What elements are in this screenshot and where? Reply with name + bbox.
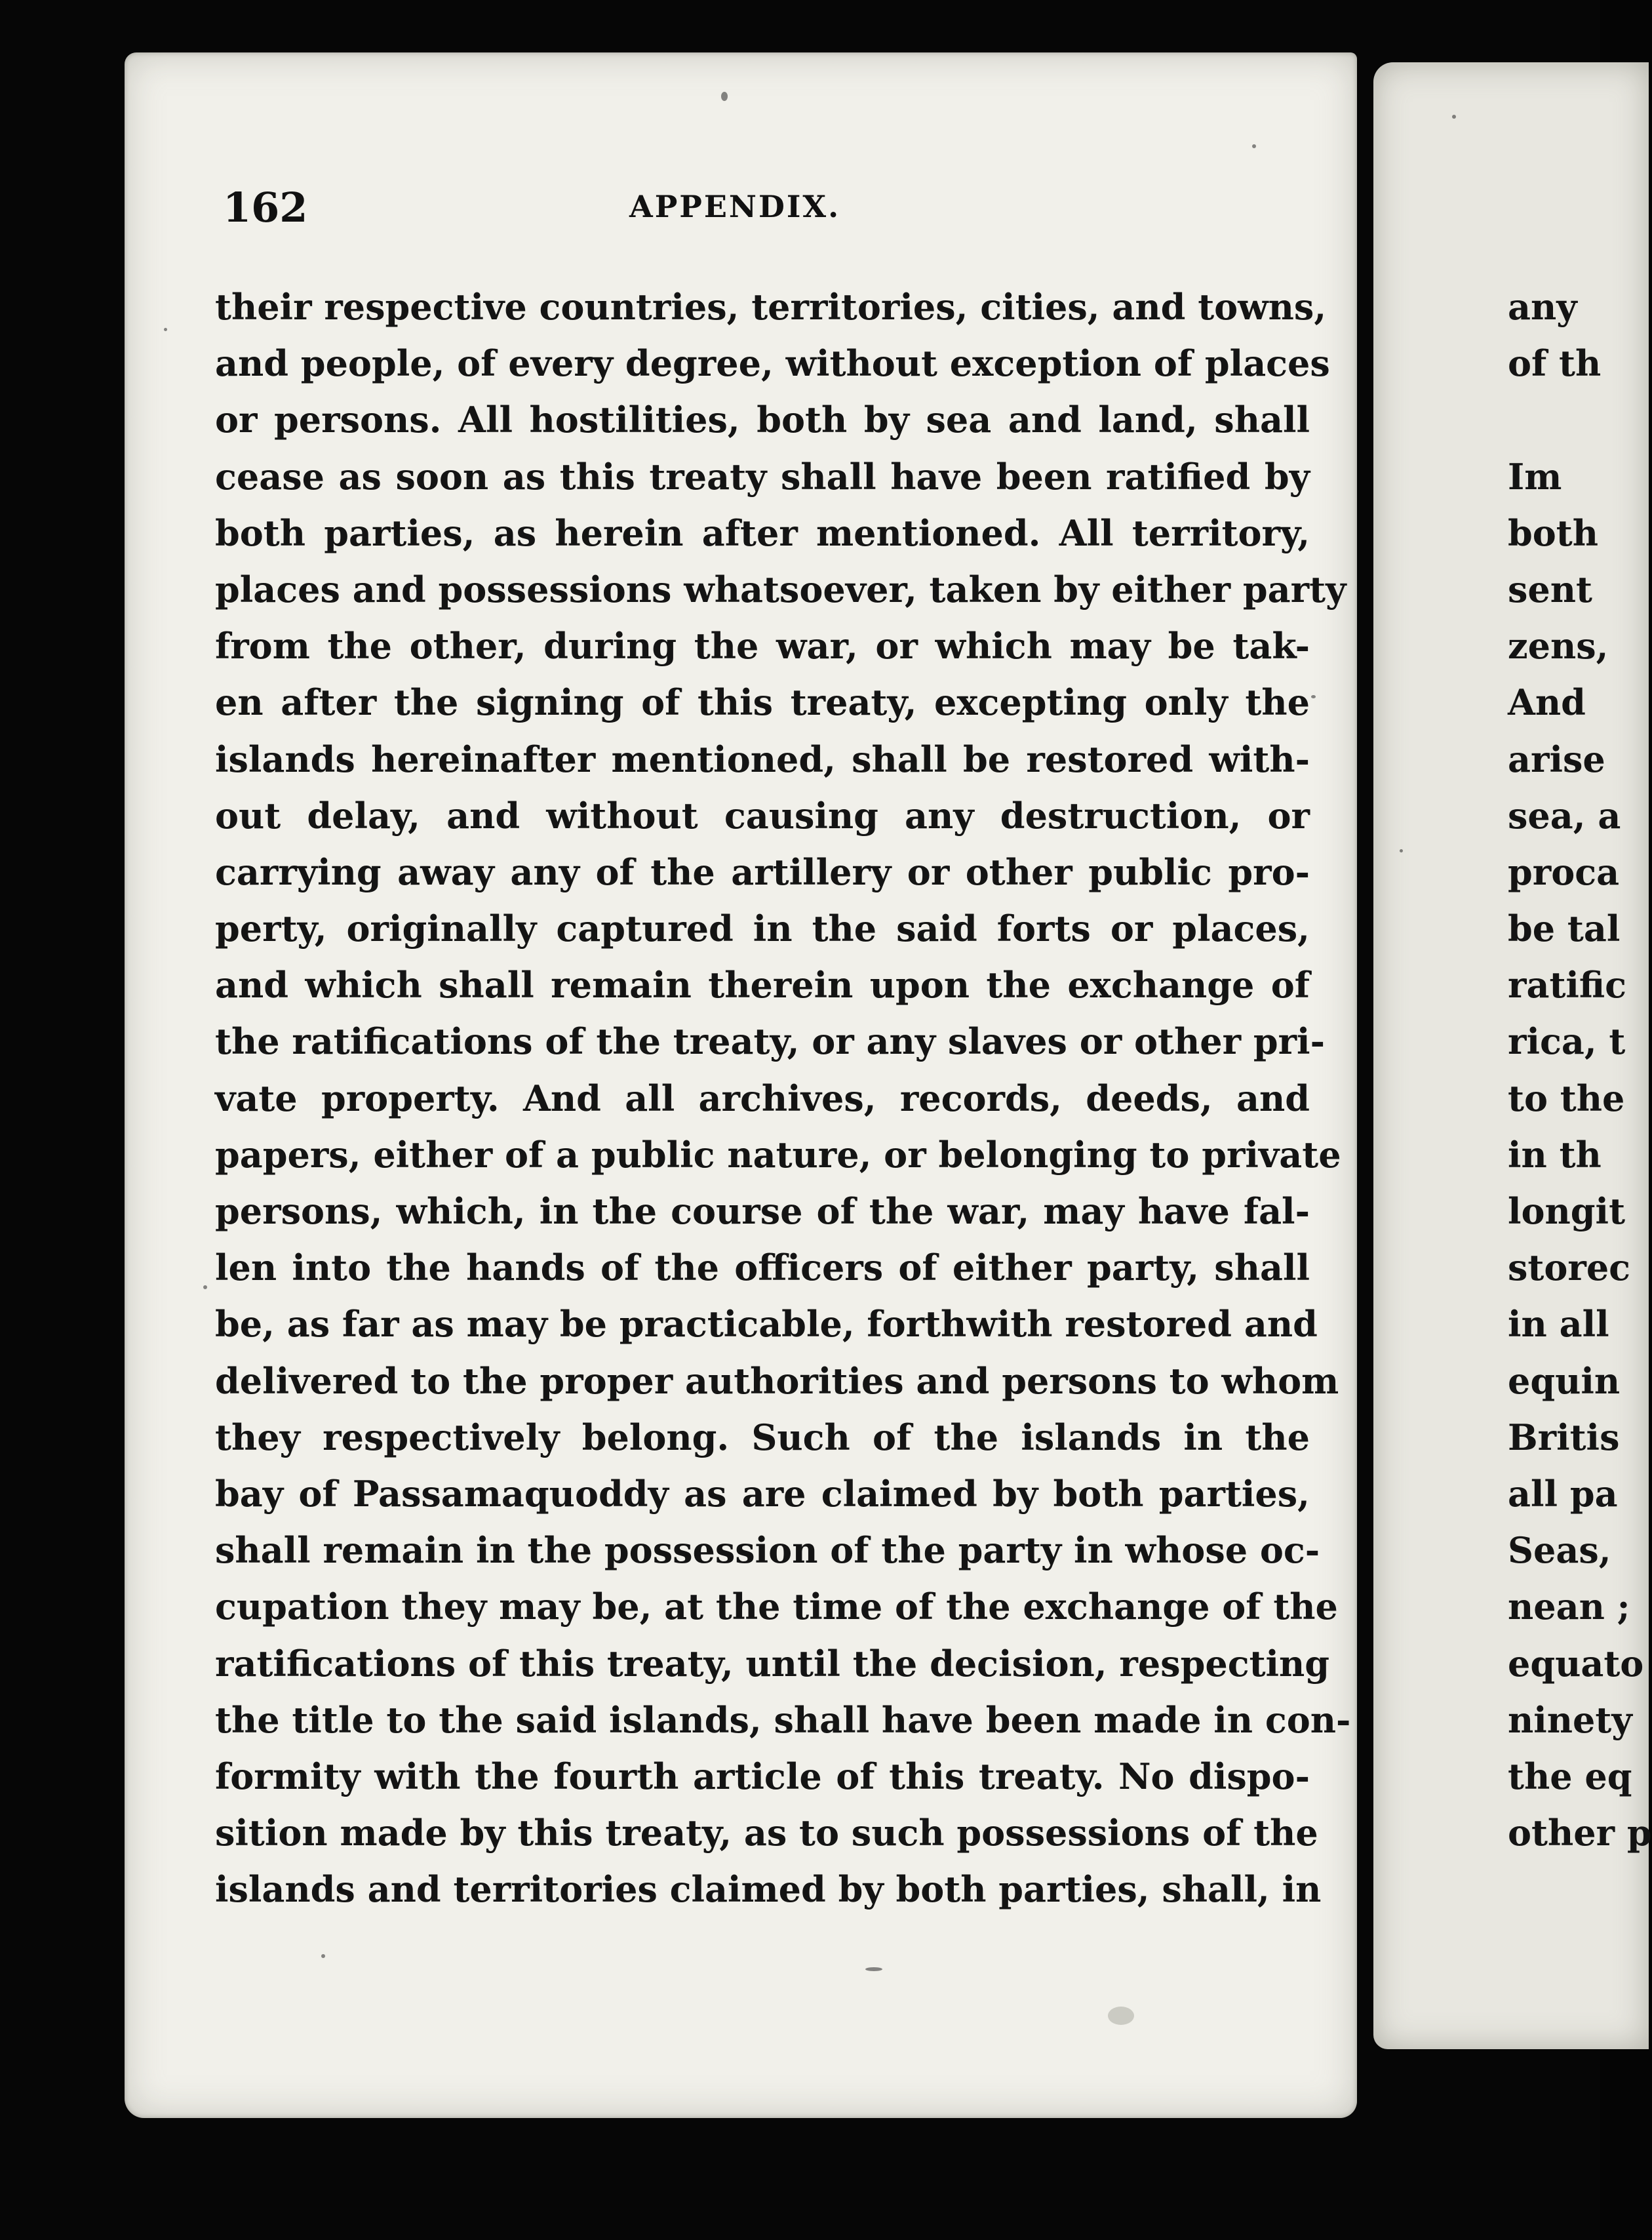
text-line: from the other, during the war, or which may be tak- [215, 625, 1310, 668]
facing-text-fragment: other p [1508, 1812, 1652, 1854]
text-line: formity with the fourth article of this treaty. No dispo- [215, 1755, 1310, 1797]
facing-text-fragment: Britis [1508, 1416, 1620, 1458]
body-text [215, 279, 1351, 1917]
facing-text-fragment: And [1508, 681, 1586, 724]
facing-text-fragment: any [1508, 286, 1577, 328]
text-line: cease as soon as this treaty shall have been ratified by [215, 455, 1310, 498]
text-line: delivered to the proper authorities and persons to whom [215, 1359, 1339, 1402]
facing-text-fragment: longit [1508, 1190, 1626, 1232]
facing-text-fragment: sent [1508, 568, 1592, 610]
text-line: out delay, and without causing any destruction, or [215, 794, 1310, 837]
text-line: len into the hands of the officers of either party, shall [215, 1247, 1310, 1289]
facing-text-fragment: the eq [1508, 1755, 1632, 1797]
facing-text-fragment: equato [1508, 1642, 1644, 1685]
text-line: they respectively belong. Such of the islands in the [215, 1416, 1310, 1458]
page-header [223, 184, 1324, 236]
text-line: carrying away any of the artillery or other public pro- [215, 850, 1310, 893]
facing-text-fragment: of th [1508, 342, 1602, 385]
text-line: their respective countries, territories, cities, and towns, [215, 286, 1327, 328]
text-line: and which shall remain therein upon the exchange of [215, 964, 1310, 1007]
running-head: APPENDIX. [629, 189, 841, 224]
facing-text-fragment: to the [1508, 1077, 1625, 1119]
facing-text-fragment: Seas, [1508, 1529, 1611, 1572]
text-line: be, as far as may be practicable, forthwith restored and [215, 1303, 1318, 1346]
facing-text-fragment: in th [1508, 1133, 1602, 1176]
text-line: places and possessions whatsoever, taken by either party [215, 568, 1347, 610]
facing-text-fragment: ninety [1508, 1698, 1632, 1741]
facing-text-fragment: nean ; [1508, 1586, 1630, 1628]
text-line: vate property. And all archives, records, deeds, and [215, 1077, 1310, 1119]
text-line: persons, which, in the course of the war, may have fal- [215, 1190, 1310, 1232]
facing-text-fragment: rica, t [1508, 1020, 1626, 1063]
text-line: islands and territories claimed by both parties, shall, in [215, 1868, 1322, 1911]
facing-text-fragment: arise [1508, 738, 1605, 780]
text-line: en after the signing of this treaty, excepting only the [215, 681, 1310, 724]
facing-page-text [1508, 279, 1652, 1861]
facing-text-fragment: in all [1508, 1303, 1609, 1346]
text-line: the title to the said islands, shall have been made in con- [215, 1698, 1351, 1741]
text-line: ratifications of this treaty, until the decision, respecting [215, 1642, 1330, 1685]
text-line: islands hereinafter mentioned, shall be restored with- [215, 738, 1310, 780]
facing-text-fragment: storec [1508, 1247, 1631, 1289]
text-line: papers, either of a public nature, or belonging to private [215, 1133, 1341, 1176]
facing-text-fragment: both [1508, 511, 1598, 554]
text-line: the ratifications of the treaty, or any slaves or other pri- [215, 1020, 1325, 1063]
facing-text-fragment: zens, [1508, 625, 1609, 668]
text-line: and people, of every degree, without exception of places [215, 342, 1330, 385]
facing-text-fragment: ratific [1508, 964, 1627, 1007]
text-line: bay of Passamaquoddy as are claimed by both parties, [215, 1472, 1310, 1515]
text-line: cupation they may be, at the time of the exchange of the [215, 1586, 1338, 1628]
facing-text-fragment: be tal [1508, 908, 1621, 950]
text-line: or persons. All hostilities, both by sea and land, shall [215, 399, 1310, 441]
facing-text-fragment: all pa [1508, 1472, 1618, 1515]
page-number: 162 [223, 184, 308, 231]
facing-text-fragment: Im [1508, 455, 1562, 498]
text-line: sition made by this treaty, as to such possessions of the [215, 1812, 1318, 1854]
facing-text-gap [1508, 391, 1639, 448]
text-line: both parties, as herein after mentioned. All territory, [215, 511, 1310, 554]
facing-text-fragment: proca [1508, 850, 1620, 893]
text-line: shall remain in the possession of the party in whose oc- [215, 1529, 1320, 1572]
facing-text-fragment: sea, a [1508, 794, 1621, 837]
facing-text-fragment: equin [1508, 1359, 1621, 1402]
text-line: perty, originally captured in the said forts or places, [215, 908, 1310, 950]
